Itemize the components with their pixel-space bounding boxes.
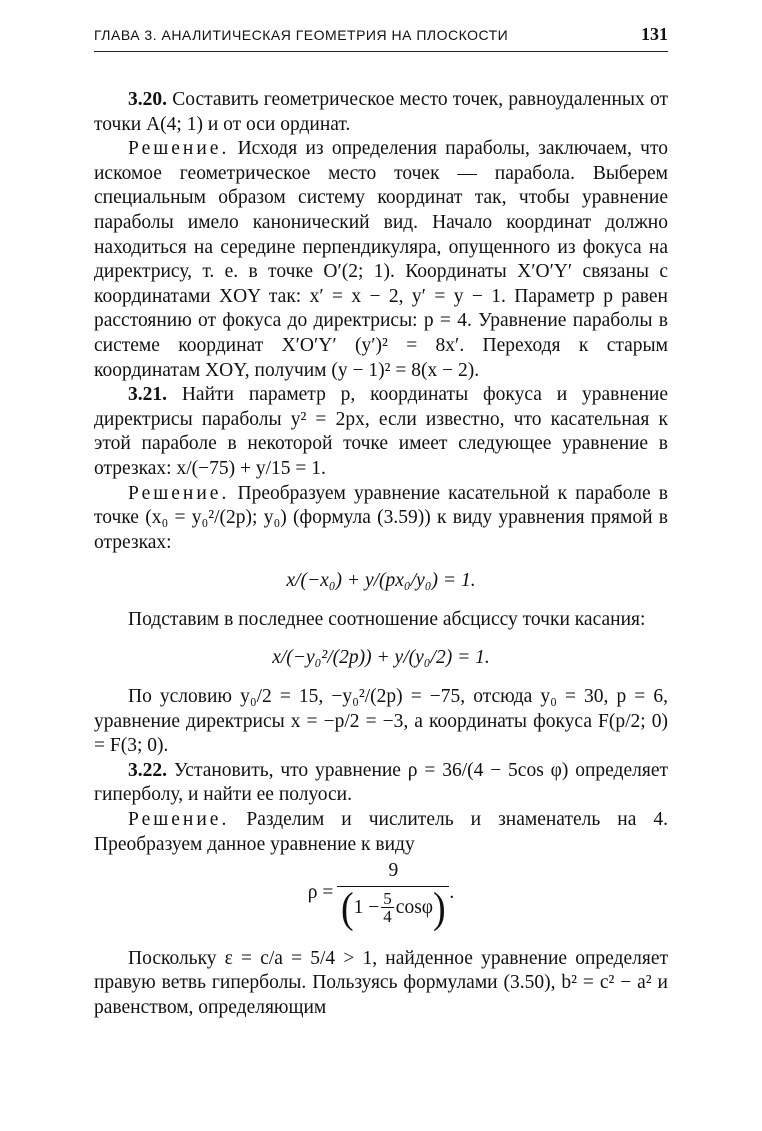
den-one: 1 − <box>353 896 380 918</box>
solution-3-22 <box>94 808 668 857</box>
formula-hyperbola <box>94 859 668 932</box>
problem-number: 3.22. <box>128 759 167 781</box>
solution-text: Исходя из определения параболы, заключаем, что искомое геометрическое место точек — парабола. Выберем специальным образом систему координат так, чтобы уравнение параболы имело канонический вид. Начало координат должно находиться на середине перпендикуляра, опущенного из фокуса на директрису, т. е. в точке O′(2; 1). Координаты X′O′Y′ связаны с координатами XOY так: x′ = x − 2, y′ = y − 1. Параметр p равен расстоянию от фокуса до директрисы: p = 4. Уравнение параболы в системе координат X′O′Y′ (y′)² = 8x′. Переходя к старым координатам XOY, получим (y − 1)² = 8(x − 2). <box>94 138 668 381</box>
formula-intercept: x/(−x₀) + y/(px₀/y₀) = 1. <box>286 570 476 592</box>
problem-text: Установить, что уравнение ρ = 36/(4 − 5cos φ) определяет гиперболу, и найти ее полуоси. <box>94 759 668 806</box>
page-number: 131 <box>641 24 668 44</box>
problem-3-20 <box>94 88 668 137</box>
solution-label: Решение. <box>128 809 230 831</box>
small-denominator: 4 <box>383 907 392 927</box>
problem-text: Найти параметр p, координаты фокуса и уравнение директрисы параболы y² = 2px, если известно, что касательная к этой параболе в некоторой точке имеет следующее уравнение в отрезках: x/(−75) + y/15 = 1. <box>94 384 668 479</box>
left-paren: ( <box>341 883 354 932</box>
solution-label: Решение. <box>128 482 230 504</box>
problem-3-21 <box>94 383 668 481</box>
paragraph-substitute: Подставим в последнее соотношение абсциссу точки касания: <box>128 608 646 630</box>
fraction-numerator: 9 <box>337 859 449 887</box>
page-header <box>94 24 668 52</box>
problem-number: 3.20. <box>128 89 167 110</box>
book-page <box>94 24 668 1021</box>
small-numerator: 5 <box>383 889 392 909</box>
paragraph-conclusion: Поскольку ε = c/a = 5/4 > 1, найденное уравнение определяет правую ветвь гиперболы. Пользуясь формулами (3.50), b² = c² − a² и равенством, определяющим <box>94 947 668 1018</box>
right-paren: ) <box>433 883 446 932</box>
solution-label: Решение. <box>128 138 230 160</box>
problem-number: 3.21. <box>128 384 167 406</box>
solution-text: Разделим и числитель и знаменатель на 4. Преобразуем данное уравнение к виду <box>94 809 668 855</box>
rho-symbol: ρ = <box>307 881 334 903</box>
fraction-denominator <box>341 883 446 932</box>
formula-substituted: x/(−y₀²/(2p)) + y/(y₀/2) = 1. <box>272 647 490 669</box>
paragraph-result: По условию y₀/2 = 15, −y₀²/(2p) = −75, отсюда y₀ = 30, p = 6, уравнение директрисы x = −p/2 = −3, а координаты фокуса F(p/2; 0) = F(3; 0). <box>94 686 668 757</box>
small-fraction <box>381 890 394 925</box>
solution-3-21 <box>94 482 668 556</box>
final-punct: . <box>449 881 455 903</box>
page-body <box>94 88 668 1021</box>
running-head: ГЛАВА 3. АНАЛИТИЧЕСКАЯ ГЕОМЕТРИЯ НА ПЛОСКОСТИ <box>94 27 509 43</box>
main-fraction <box>337 859 449 932</box>
problem-3-22 <box>94 759 668 808</box>
solution-3-20 <box>94 137 668 383</box>
solution-text: Преобразуем уравнение касательной к параболе в точке (x₀ = y₀²/(2p); y₀) (формула (3.59)) к виду уравнения прямой в отрезках: <box>94 482 668 553</box>
den-cos: cosφ <box>395 896 434 918</box>
problem-text: Составить геометрическое место точек, равноудаленных от точки A(4; 1) и от оси ординат. <box>94 89 668 135</box>
